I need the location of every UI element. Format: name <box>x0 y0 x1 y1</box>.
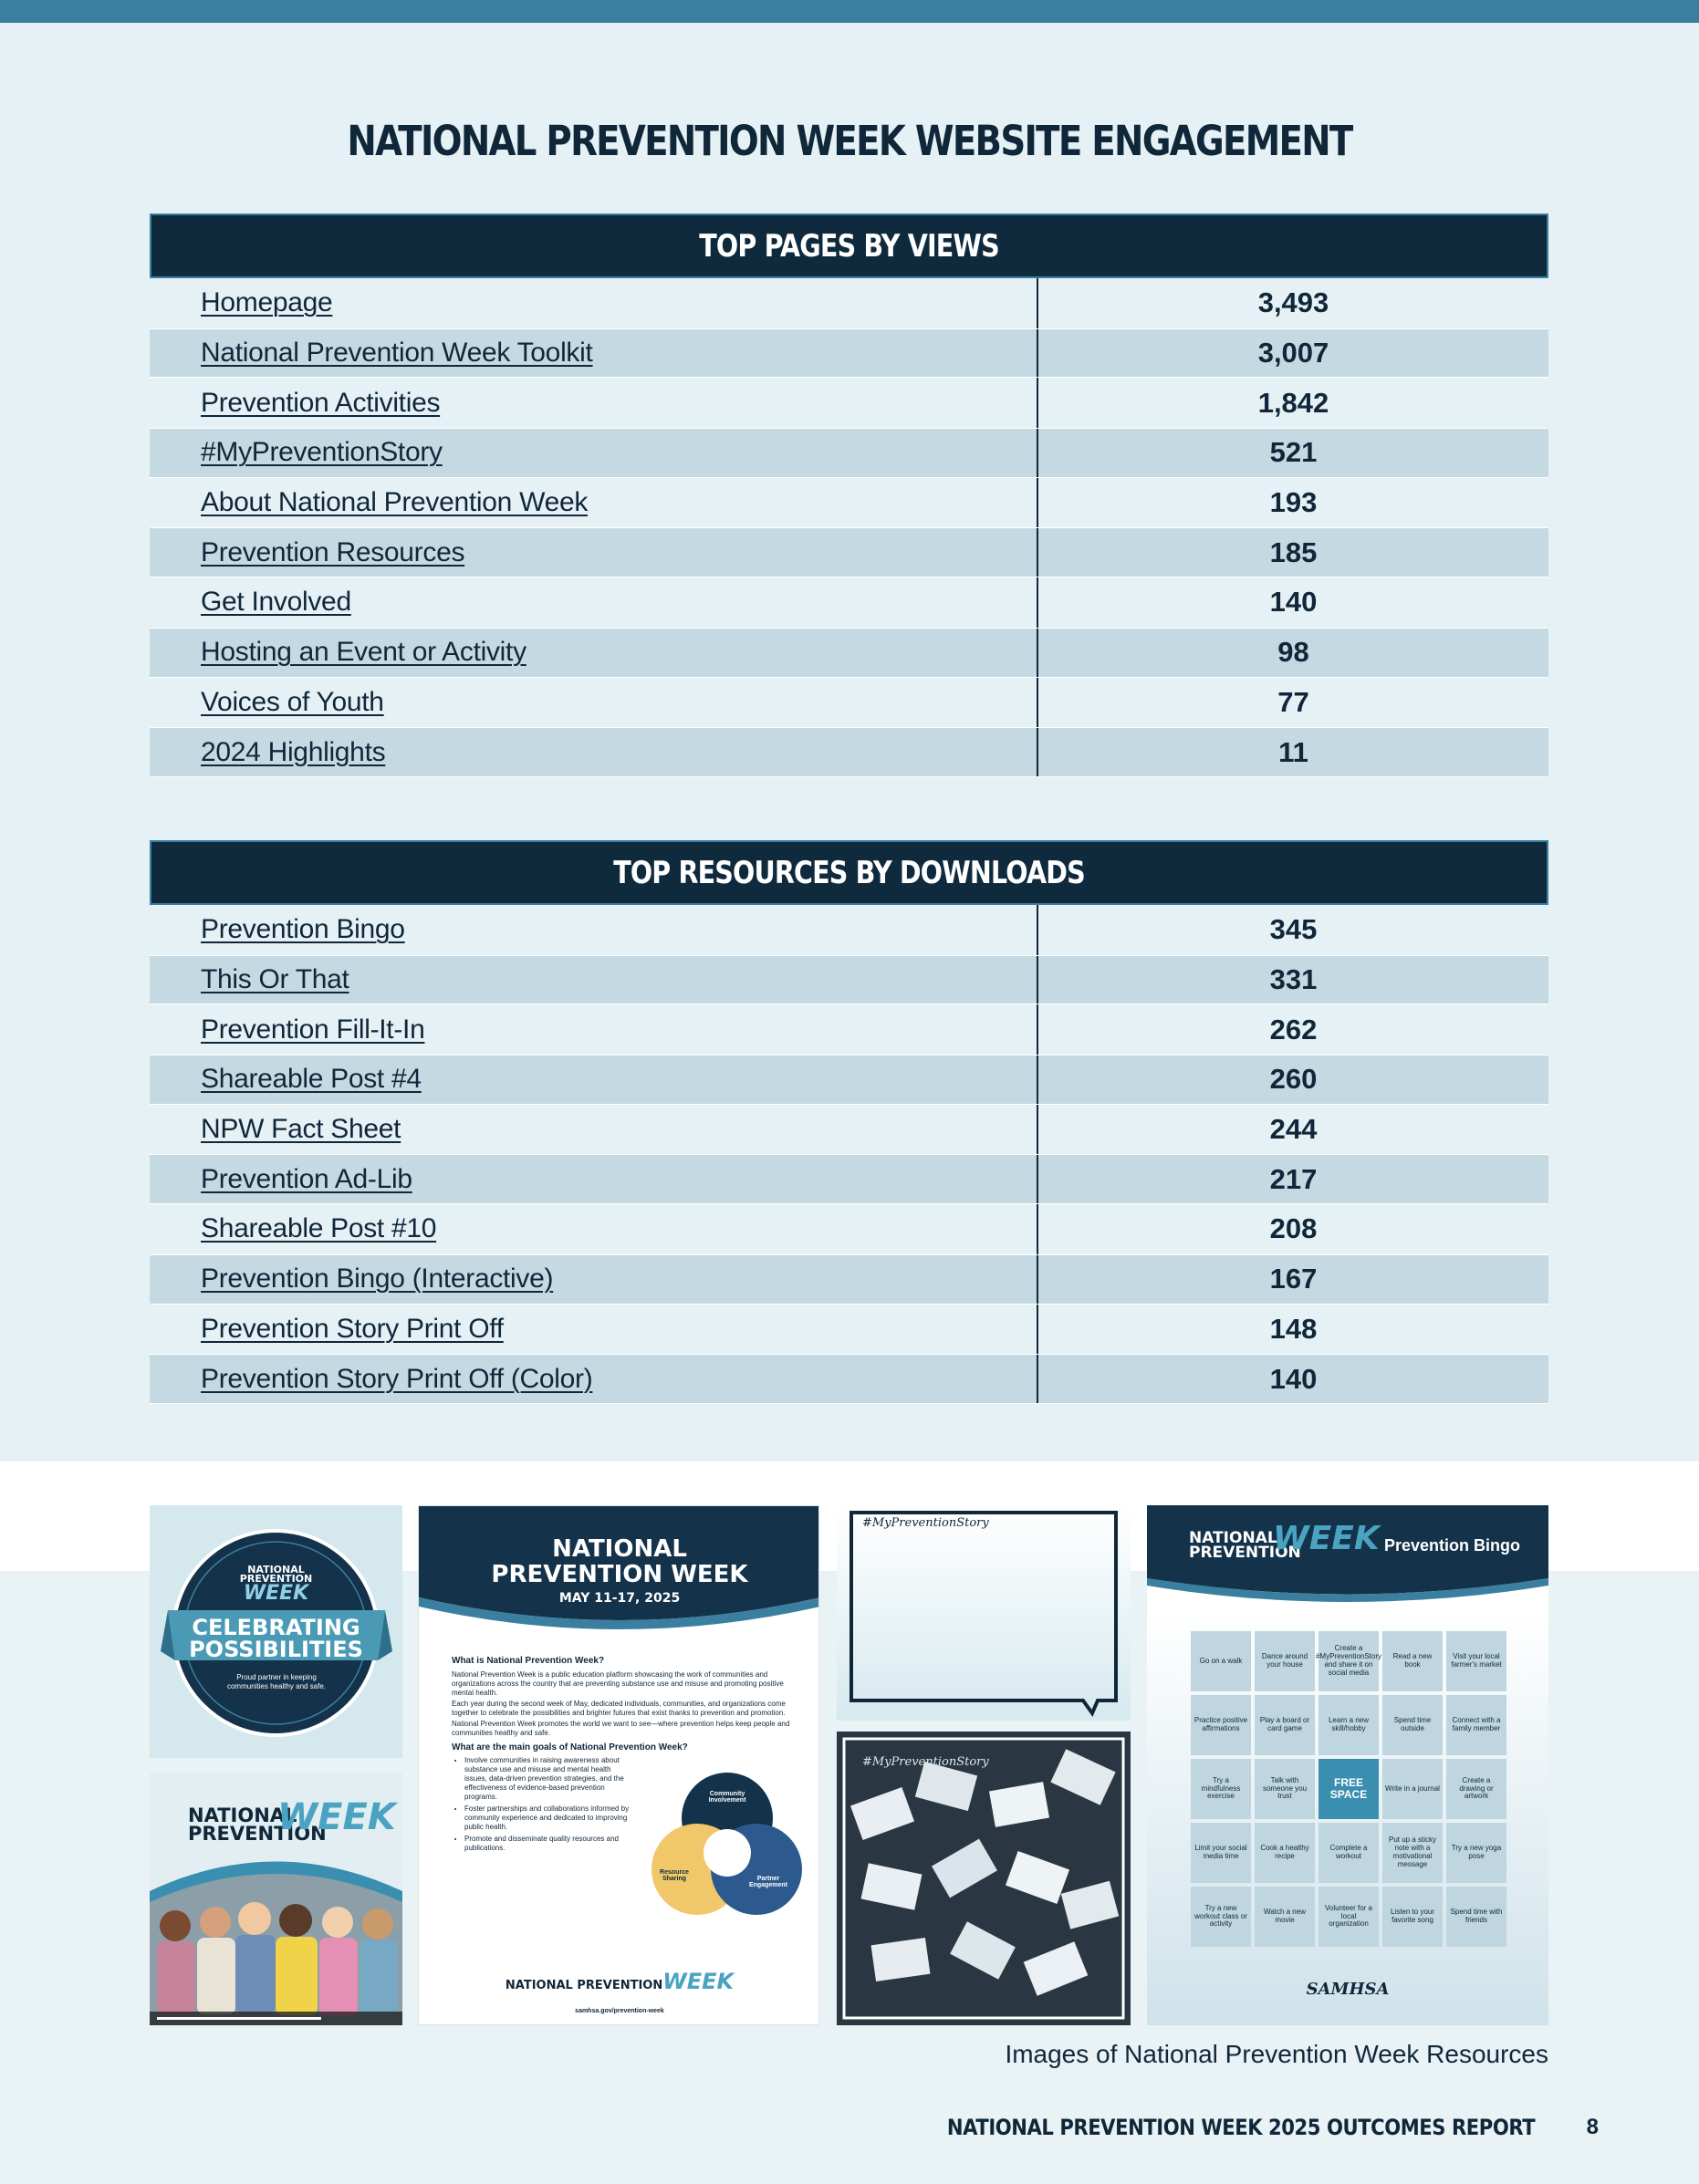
bingo-cell: Spend time with friends <box>1446 1887 1506 1947</box>
row-value: 345 <box>1269 913 1318 946</box>
row-link[interactable]: Prevention Story Print Off (Color) <box>201 1363 593 1394</box>
table-row <box>150 905 1548 955</box>
row-name-cell <box>150 478 1038 528</box>
page-title: NATIONAL PREVENTION WEEK WEBSITE ENGAGEMENT <box>347 117 1352 165</box>
table-row <box>150 478 1548 528</box>
fact-sheet-title2: PREVENTION WEEK <box>491 1561 748 1588</box>
row-link[interactable]: Prevention Bingo <box>201 914 405 945</box>
table-row <box>150 1105 1548 1155</box>
row-name-cell <box>150 1204 1038 1254</box>
row-value: 331 <box>1269 963 1318 996</box>
bingo-logo-line1: NATIONAL <box>1189 1529 1277 1547</box>
table-row <box>150 1354 1548 1404</box>
bingo-grid <box>1191 1631 1506 1947</box>
table-heading: TOP RESOURCES BY DOWNLOADS <box>150 840 1548 905</box>
row-name-cell <box>150 528 1038 577</box>
samhsa-logo: SAMHSA <box>1306 1980 1390 1999</box>
table-row <box>150 1305 1548 1355</box>
row-name-cell <box>150 1305 1038 1355</box>
table-row <box>150 678 1548 728</box>
story-cards-collage <box>837 1732 1131 2025</box>
row-value: 260 <box>1269 1063 1318 1096</box>
story-frame-hashtag: #MyPreventionStory <box>862 1516 989 1530</box>
row-name-cell <box>150 1255 1038 1304</box>
bingo-cell: Read a new book <box>1382 1631 1443 1691</box>
bingo-cell: Listen to your favorite song <box>1382 1887 1443 1947</box>
row-name-cell <box>150 278 1038 328</box>
row-link[interactable]: Get Involved <box>201 587 351 618</box>
bingo-cell: Practice positive affirmations <box>1191 1695 1251 1755</box>
row-name-cell <box>150 956 1038 1004</box>
row-link[interactable]: NPW Fact Sheet <box>201 1114 401 1145</box>
row-link[interactable]: Prevention Resources <box>201 536 465 567</box>
row-value: 217 <box>1269 1162 1318 1195</box>
table-row <box>150 727 1548 777</box>
row-link[interactable]: About National Prevention Week <box>201 487 589 518</box>
row-link[interactable]: Shareable Post #10 <box>201 1213 437 1244</box>
row-name-cell <box>150 1155 1038 1203</box>
row-link[interactable]: Shareable Post #4 <box>201 1064 422 1095</box>
youth-logo-line2: PREVENTION <box>188 1822 327 1845</box>
badge-ribbon-line2: POSSIBILITIES <box>189 1637 363 1662</box>
row-link[interactable]: 2024 Highlights <box>201 736 386 767</box>
fact-sheet-dates: MAY 11-17, 2025 <box>558 1591 681 1606</box>
bingo-thumbnail <box>1147 1505 1548 2025</box>
youth-video-thumbnail[interactable] <box>150 1773 402 2025</box>
page-number: 8 <box>1586 2115 1599 2139</box>
row-name-cell <box>150 378 1038 428</box>
row-link[interactable]: Prevention Story Print Off <box>201 1313 504 1344</box>
bingo-logo-week: WEEK <box>1273 1520 1380 1557</box>
fact-sheet-bullet: • Involve communities in raising awareness about substance use and misuse and mental health issues, data-driven prevention strategies, and the effectiveness of evidence-based prevention programs. <box>464 1756 634 1802</box>
row-value: 193 <box>1269 486 1318 519</box>
row-link[interactable]: Prevention Fill-It-In <box>201 1014 425 1045</box>
row-link[interactable]: Hosting an Event or Activity <box>201 637 526 668</box>
story-frame-border <box>837 1505 1131 1721</box>
badge-line3: WEEK <box>243 1581 309 1605</box>
bingo-logo-line2: PREVENTION <box>1189 1544 1301 1563</box>
bingo-cell: Visit your local farmer's market <box>1446 1631 1506 1691</box>
row-value: 521 <box>1269 436 1318 469</box>
bingo-cell: Write in a journal <box>1382 1759 1443 1819</box>
story-cards-hashtag: #MyPreventionStory <box>862 1755 989 1769</box>
bingo-cell: Play a board or card game <box>1255 1695 1315 1755</box>
row-link[interactable]: Prevention Activities <box>201 387 441 418</box>
table-row <box>150 428 1548 478</box>
badge-thumbnail <box>150 1505 402 1758</box>
table-row <box>150 628 1548 678</box>
table-heading: TOP PAGES BY VIEWS <box>150 213 1548 278</box>
table-row <box>150 955 1548 1005</box>
fact-sheet-question1: What is National Prevention Week? <box>452 1656 605 1666</box>
table-row <box>150 1204 1548 1254</box>
images-caption: Images of National Prevention Week Resources <box>1005 2040 1548 2068</box>
row-link[interactable]: National Prevention Week Toolkit <box>201 338 593 369</box>
venn-label: Resource Sharing <box>660 1869 689 1882</box>
row-value: 77 <box>1277 685 1309 718</box>
table-row <box>150 1004 1548 1055</box>
row-value: 262 <box>1269 1013 1318 1045</box>
table-row <box>150 1254 1548 1305</box>
youth-logo-line1: NATIONAL <box>188 1804 297 1826</box>
bingo-cell: Cook a healthy recipe <box>1255 1823 1315 1883</box>
row-name-cell <box>150 629 1038 677</box>
badge-ribbon-line1: CELEBRATING <box>192 1615 360 1640</box>
fact-sheet-url: samhsa.gov/prevention-week <box>575 2008 664 2014</box>
top-accent-bar <box>0 0 1699 23</box>
table-row <box>150 328 1548 379</box>
bingo-cell: Try a new workout class or activity <box>1191 1887 1251 1947</box>
bingo-free-space: FREE SPACE <box>1319 1759 1379 1819</box>
table-row <box>150 278 1548 328</box>
row-value: 185 <box>1269 536 1318 568</box>
table-row <box>150 1055 1548 1105</box>
row-value: 140 <box>1269 586 1318 619</box>
bingo-cell: Spend time outside <box>1382 1695 1443 1755</box>
row-value: 98 <box>1277 636 1309 669</box>
row-value: 1,842 <box>1257 386 1329 419</box>
badge-line2: PREVENTION <box>239 1573 313 1586</box>
report-title: NATIONAL PREVENTION WEEK 2025 OUTCOMES REPORT <box>946 2115 1535 2140</box>
row-value: 244 <box>1269 1113 1318 1146</box>
row-value: 167 <box>1269 1263 1318 1295</box>
row-link[interactable]: This Or That <box>201 964 349 995</box>
row-name-cell <box>150 1056 1038 1104</box>
row-value: 11 <box>1278 735 1308 768</box>
row-name-cell <box>150 577 1038 628</box>
fact-sheet-bullet: • Foster partnerships and collaborations informed by community experience and dedicated to improving public health. <box>464 1804 634 1832</box>
fact-sheet-paragraph3: National Prevention Week promotes the world we want to see—where prevention helps keep people and communities healthy and safe. <box>452 1719 790 1737</box>
row-link[interactable]: Prevention Bingo (Interactive) <box>201 1264 554 1295</box>
bingo-cell: Watch a new movie <box>1255 1887 1315 1947</box>
bingo-cell: Connect with a family member <box>1446 1695 1506 1755</box>
badge-line1: NATIONAL <box>247 1564 305 1576</box>
story-frame-thumbnail <box>837 1505 1131 1721</box>
top-pages-table <box>150 213 1548 777</box>
bingo-cell: Learn a new skill/hobby <box>1319 1695 1379 1755</box>
youth-photo <box>150 1773 402 2025</box>
row-name-cell <box>150 1105 1038 1155</box>
row-name-cell <box>150 728 1038 776</box>
fact-sheet-paragraph2: Each year during the second week of May, dedicated individuals, communities, and organizations come together to celebrate the possibilities and brighter futures that exist thanks to prevention and promotion. <box>452 1699 786 1717</box>
bingo-cell: Create a #MyPreventionStory and share it on social media <box>1319 1631 1379 1691</box>
table-row <box>150 1154 1548 1204</box>
row-name-cell <box>150 329 1038 378</box>
row-link[interactable]: Prevention Ad-Lib <box>201 1163 412 1194</box>
bingo-title: Prevention Bingo <box>1384 1536 1521 1555</box>
row-name-cell <box>150 429 1038 477</box>
youth-logo-week: WEEK <box>277 1796 396 1838</box>
badge-tagline: Proud partner in keeping communities healthy and safe. <box>226 1673 327 1690</box>
row-link[interactable]: Voices of Youth <box>201 686 384 717</box>
bingo-cell: Volunteer for a local organization <box>1319 1887 1379 1947</box>
row-link[interactable]: Homepage <box>201 287 333 318</box>
bingo-cell: Talk with someone you trust <box>1255 1759 1315 1819</box>
table-row <box>150 577 1548 628</box>
bingo-cell: Try a new yoga pose <box>1446 1823 1506 1883</box>
venn-label: Partner Engagement <box>748 1876 787 1888</box>
fact-sheet-bullet: • Promote and disseminate quality resources and publications. <box>464 1835 634 1853</box>
row-value: 3,007 <box>1257 337 1329 369</box>
row-value: 3,493 <box>1257 286 1329 319</box>
row-link[interactable]: #MyPreventionStory <box>201 437 443 468</box>
top-resources-table <box>150 840 1548 1404</box>
row-name-cell <box>150 1355 1038 1403</box>
fact-sheet-title1: NATIONAL <box>552 1535 687 1563</box>
venn-label: Community Involvement <box>708 1791 746 1804</box>
bingo-cell: Try a mindfulness exercise <box>1191 1759 1251 1819</box>
story-cards-thumbnail <box>837 1732 1131 2025</box>
bingo-cell: Create a drawing or artwork <box>1446 1759 1506 1819</box>
fact-sheet-thumbnail: NATIONAL PREVENTION WEEK MAY 11-17, 2025 What is National Prevention Week? National Prevention Week is a public education platform showcasing the work of communities and organizations across the country that are preventing substance use and misuse and promoting positive mental health. Each year during the second week of May, dedicated individuals, communities, and organizations come together to celebrate the possibilities and brighter futures that exist thanks to prevention and promotion. National Prevention Week promotes the world we want to see—where prevention helps keep people and communities healthy and safe. What are the main goals of National Prevention Week? • Involve communities in raising awareness about substance use and misuse and mental health issues, data-driven prevention strategies, and the effectiveness of evidence-based prevention programs. • Foster partnerships and collaborations informed by community experience and dedicated to improving public health. • Promote and disseminate quality resources and publications. Community Involvement Resource Sharing Partner Engagement NATIONAL PREVENTIONWEEK samhsa.gov/prevention-week <box>418 1505 819 2025</box>
bingo-cell: Dance around your house <box>1255 1631 1315 1691</box>
table-row <box>150 378 1548 428</box>
row-value: 148 <box>1269 1312 1318 1345</box>
bingo-cell: Put up a sticky note with a motivational message <box>1382 1823 1443 1883</box>
row-name-cell <box>150 905 1038 955</box>
table-row <box>150 527 1548 577</box>
row-value: 208 <box>1269 1212 1318 1245</box>
row-name-cell <box>150 678 1038 728</box>
fact-sheet-paragraph1: National Prevention Week is a public education platform showcasing the work of communities and organizations across the country that are preventing substance use and misuse and promoting positive mental health. <box>452 1669 784 1697</box>
row-value: 140 <box>1269 1362 1318 1395</box>
bingo-cell: Limit your social media time <box>1191 1823 1251 1883</box>
row-name-cell <box>150 1004 1038 1055</box>
bingo-cell: Go on a walk <box>1191 1631 1251 1691</box>
fact-sheet-question2: What are the main goals of National Prevention Week? <box>452 1742 688 1752</box>
bingo-cell: Complete a workout <box>1319 1823 1379 1883</box>
